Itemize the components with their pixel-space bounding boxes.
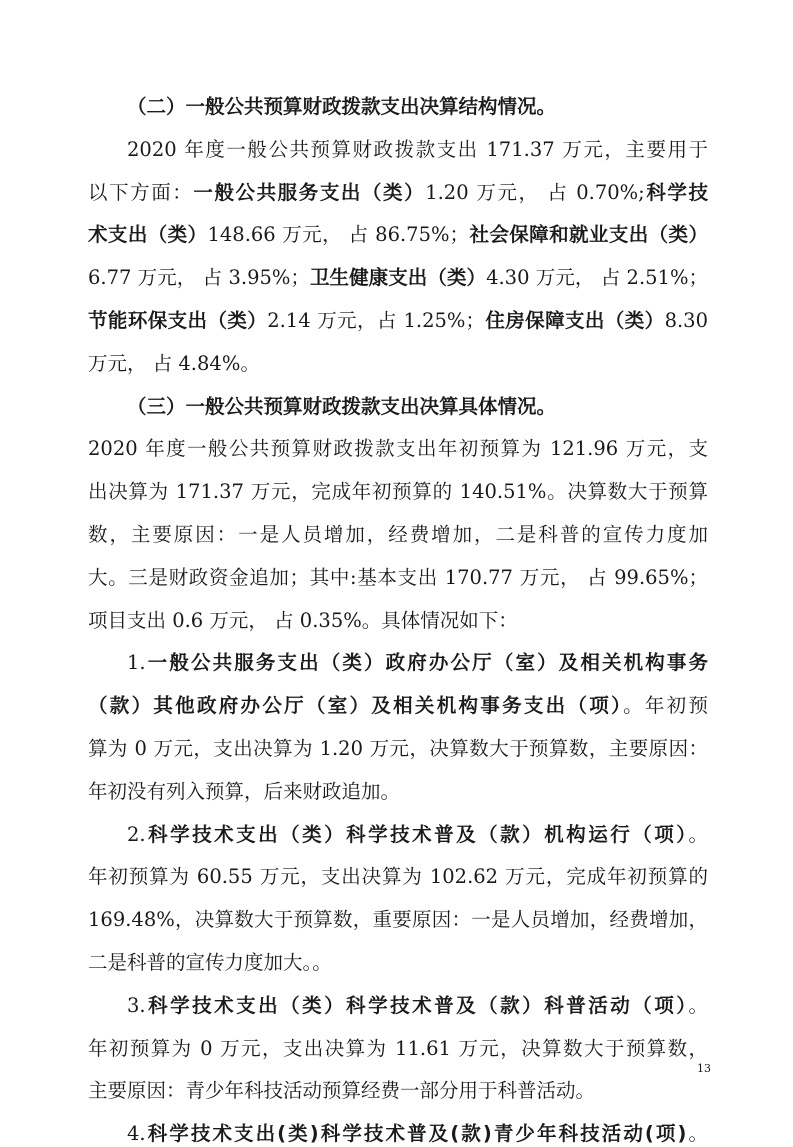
- bold-text-run: （三）一般公共预算财政拨款支出决算具体情况。: [127, 395, 557, 418]
- text-run: 算为 0 万元，支出决算为 1.20 万元，决算数大于预算数，主要原因：: [88, 737, 708, 760]
- paragraph-line: [88, 565, 708, 591]
- text-run: 主要原因：青少年科技活动预算经费一部分用于科普活动。: [88, 1079, 596, 1102]
- text-run: 二是科普的宣传力度加大。。: [88, 951, 332, 974]
- bold-text-run: 一般公共服务支出（类）: [193, 181, 426, 204]
- text-run: 项目支出 0.6 万元， 占 0.35%。具体情况如下：: [88, 609, 518, 632]
- bold-text-run: 卫生健康支出（类）: [309, 266, 487, 289]
- text-run: 年初没有列入预算，后来财政追加。: [88, 780, 401, 803]
- bold-text-run: 科学技术支出（类）科学技术普及（款）机构运行（项）: [145, 823, 689, 846]
- item-heading-4: [127, 1121, 708, 1147]
- bold-text-run: 一般公共服务支出（类）政府办公厅（室）及相关机构事务: [145, 651, 708, 674]
- bold-text-run: 节能环保支出（类）: [88, 309, 268, 332]
- bold-text-run: （二）一般公共预算财政拨款支出决算结构情况。: [127, 95, 557, 118]
- paragraph-line: [88, 864, 708, 890]
- item-heading-1: [127, 650, 708, 676]
- paragraph-line: [88, 351, 708, 377]
- paragraph-line: [88, 736, 708, 762]
- item-heading-2: [127, 822, 708, 848]
- paragraph-line: [88, 608, 708, 634]
- paragraph-line: [88, 479, 708, 505]
- text-run: 。: [688, 994, 708, 1017]
- text-run: 4.30 万元， 占 2.51%；: [486, 266, 708, 289]
- bold-text-run: 住房保障支出（类）: [484, 309, 665, 332]
- text-run: 出决算为 171.37 万元，完成年初预算的 140.51%。决算数大于预算: [88, 480, 708, 503]
- bold-text-run: 科学技术支出（类）科学技术普及（款）科普活动（项）: [145, 994, 689, 1017]
- text-run: 以下方面：: [88, 181, 194, 204]
- paragraph-line: [88, 222, 708, 248]
- paragraph-line: [88, 265, 708, 291]
- text-run: 年初预算为 0 万元，支出决算为 11.61 万元，决算数大于预算数，: [88, 1037, 708, 1060]
- paragraph-line: [88, 779, 708, 805]
- paragraph-line: [88, 693, 708, 719]
- text-run: 万元， 占 4.84%。: [88, 352, 260, 375]
- section-heading-2: [127, 94, 708, 120]
- text-run: 6.77 万元， 占 3.95%；: [88, 266, 310, 289]
- text-run: 数，主要原因：一是人员增加，经费增加，二是科普的宣传力度加: [88, 523, 708, 546]
- paragraph-line: [88, 950, 708, 976]
- paragraph-line: [88, 308, 708, 334]
- paragraph-line: [88, 907, 708, 933]
- text-run: 8.30: [664, 309, 708, 332]
- paragraph-line: [88, 1036, 708, 1062]
- text-run: 1.: [127, 651, 146, 674]
- paragraph-line: [88, 180, 708, 206]
- bold-text-run: 科学技术支出(类)科学技术普及(款)青少年科技活动(项): [145, 1122, 687, 1145]
- bold-text-run: 术支出（类）: [88, 223, 208, 246]
- paragraph-line: [88, 522, 708, 548]
- text-run: 2.: [127, 823, 146, 846]
- page-number: 13: [697, 1062, 711, 1075]
- bold-text-run: （款）其他政府办公厅（室）及相关机构事务支出（项）: [88, 694, 624, 717]
- item-heading-3: [127, 993, 708, 1019]
- text-run: 年初预算为 60.55 万元，支出决算为 102.62 万元，完成年初预算的: [88, 865, 708, 888]
- bold-text-run: 科学技: [644, 181, 708, 204]
- text-run: 大。三是财政资金追加；其中:基本支出 170.77 万元， 占 99.65%；: [88, 566, 708, 589]
- section-heading-3: [127, 394, 708, 420]
- text-run: 4.: [127, 1122, 146, 1145]
- text-run: 148.66 万元， 占 86.75%；: [207, 223, 470, 246]
- text-run: 3.: [127, 994, 146, 1017]
- text-run: 。: [686, 1122, 708, 1145]
- paragraph-line: [88, 436, 708, 462]
- bold-text-run: 社会保障和就业支出（类）: [469, 223, 708, 246]
- text-run: 169.48%，决算数大于预算数，重要原因：一是人员增加，经费增加，: [88, 908, 708, 931]
- paragraph-line: [127, 137, 708, 163]
- text-run: 2020 年度一般公共预算财政拨款支出 171.37 万元，主要用于: [127, 138, 708, 161]
- paragraph-line: [88, 1078, 708, 1104]
- text-run: 2.14 万元，占 1.25%；: [267, 309, 485, 332]
- text-run: 1.20 万元， 占 0.70%;: [425, 181, 645, 204]
- text-run: 2020 年度一般公共预算财政拨款支出年初预算为 121.96 万元，支: [88, 437, 708, 460]
- text-run: 。: [688, 823, 708, 846]
- text-run: 。年初预: [623, 694, 708, 717]
